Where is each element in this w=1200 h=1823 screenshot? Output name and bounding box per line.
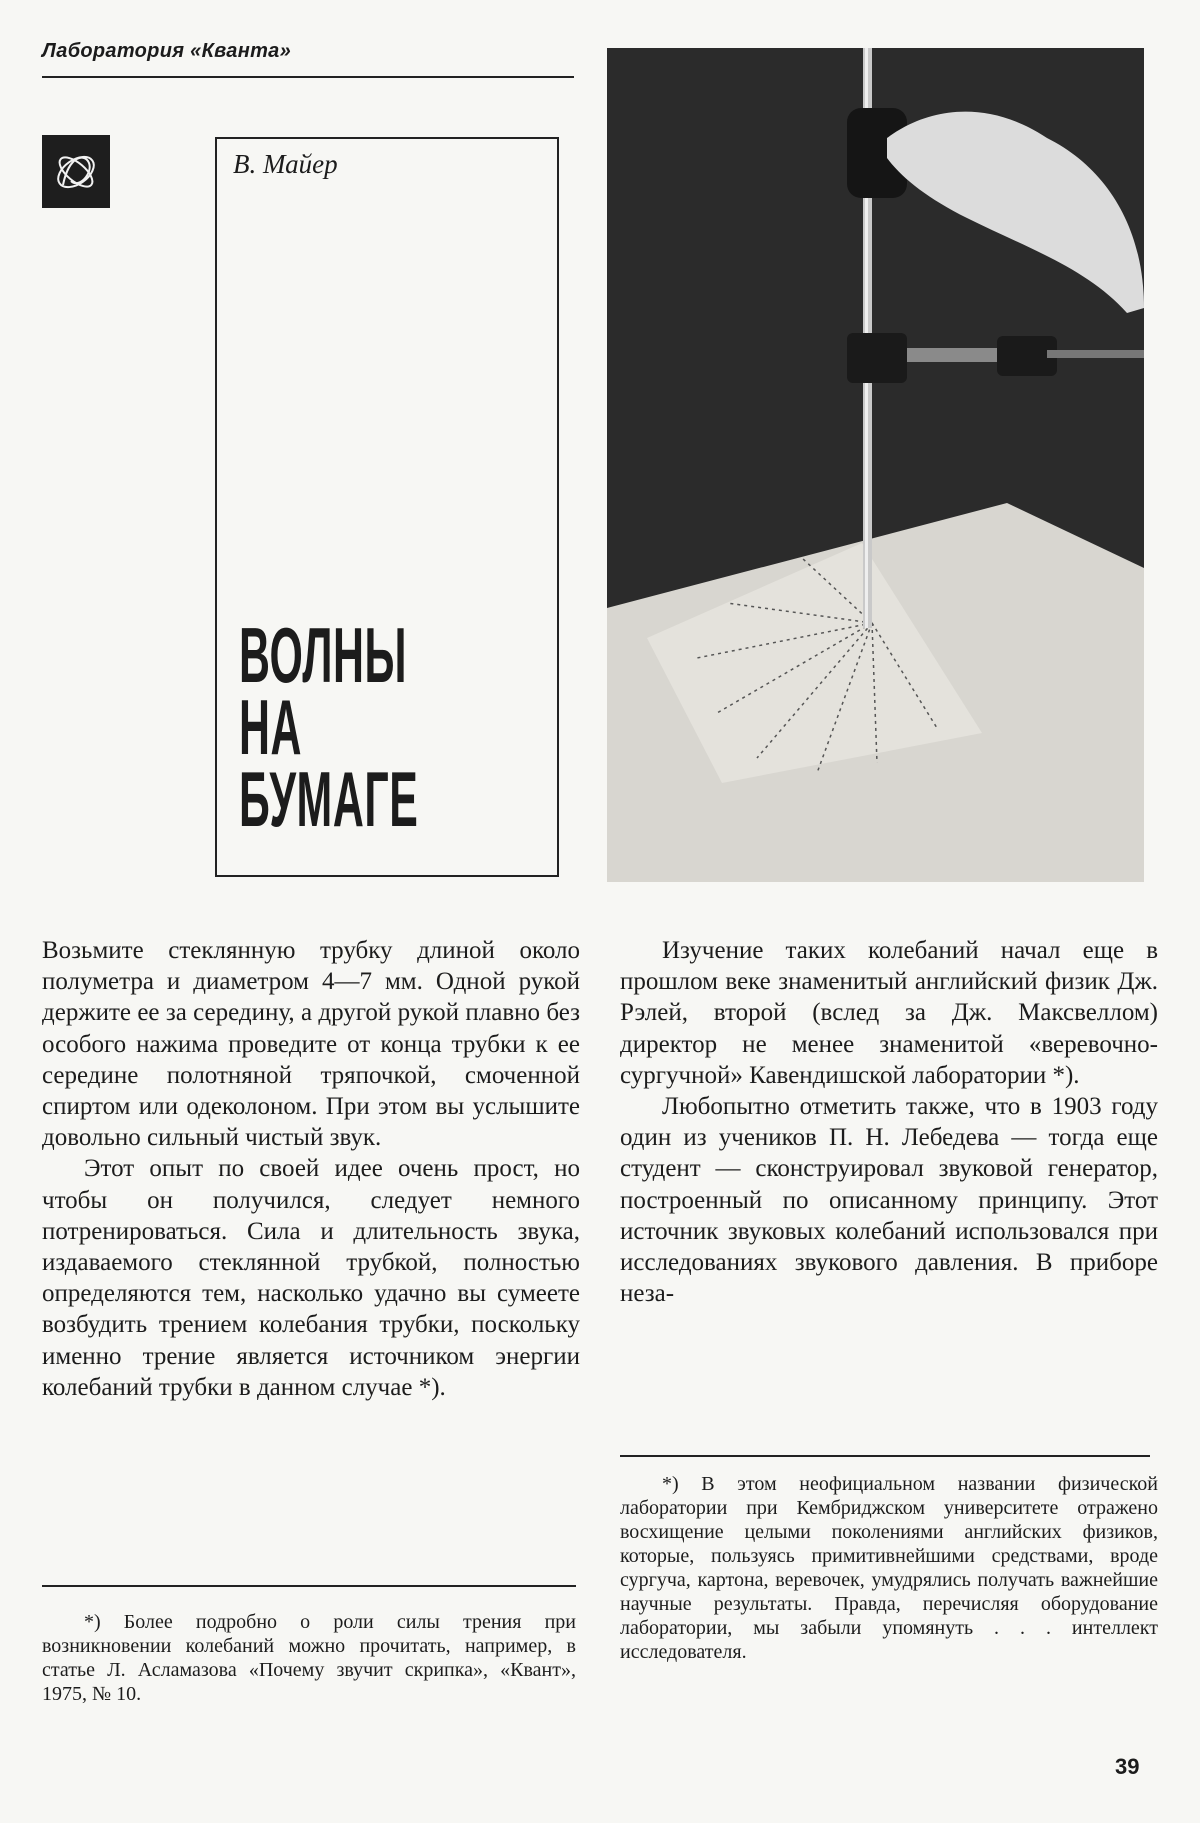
page-number: 39: [1115, 1754, 1140, 1779]
body-right-column: [620, 935, 1158, 1309]
paragraph: Изучение таких колебаний начал еще в прошлом веке знаменитый английский физик Дж. Рэлей, второй (вслед за Дж. Максвеллом) директор не менее знаменитой «веревочно-сургучной» Кавендишской лаборатории *).: [620, 937, 1158, 1089]
article-author: В. Майер: [233, 149, 338, 179]
footnote-divider: [42, 1585, 576, 1587]
title-box: [215, 137, 559, 877]
section-header: Лаборатория «Кванта»: [42, 40, 292, 62]
footnote-left: *) Более подробно о роли силы трения при возникновении колебаний можно прочитать, например, в статье Л. Асламазова «Почему звучит скрипка», «Квант», 1975, № 10.: [42, 1611, 576, 1705]
paragraph: Этот опыт по своей идее очень прост, но чтобы он получился, следует немного потренироваться. Сила и длительность звука, издаваемого стеклянной трубкой, полностью определяются тем, насколько удачно вы сумеете возбудить трением колебания трубки, поскольку именно трение является источником энергии колебаний трубки в данном случае *).: [42, 1155, 580, 1401]
article-title: [239, 611, 419, 843]
body-left-column: [42, 935, 580, 1403]
header-divider: [42, 76, 574, 78]
title-line: НА: [239, 683, 303, 771]
quantum-logo-icon: [42, 135, 110, 208]
title-line: БУМАГЕ: [239, 755, 419, 843]
paragraph: Любопытно отметить также, что в 1903 году один из учеников П. Н. Лебедева — тогда еще студент — сконструировал звуковой генератор, построенный по описанному принципу. Этот источник звуковых колебаний использовался при исследованиях звукового давления. В приборе неза-: [620, 1093, 1158, 1308]
title-line: ВОЛНЫ: [239, 611, 408, 699]
experiment-photo: [607, 48, 1144, 882]
paragraph: Возьмите стеклянную трубку длиной около полуметра и диаметром 4—7 мм. Одной рукой держите ее за середину, а другой рукой плавно без особого нажима проведите от конца трубки к ее середине полотняной тряпочкой, смоченной спиртом или одеколоном. При этом вы услышите довольно сильный чистый звук.: [42, 937, 580, 1152]
footnote-divider: [620, 1455, 1150, 1457]
footnote-right: *) В этом неофициальном названии физической лаборатории при Кембриджском университете отражено восхищение целыми поколениями английских физиков, которые, пользуясь примитивнейшими средствами, вроде сургуча, картона, веревочек, умудрялись получать важнейшие научные результаты. Правда, перечисляя оборудование лаборатории, мы забыли упомянуть . . . интеллект исследователя.: [620, 1473, 1158, 1663]
